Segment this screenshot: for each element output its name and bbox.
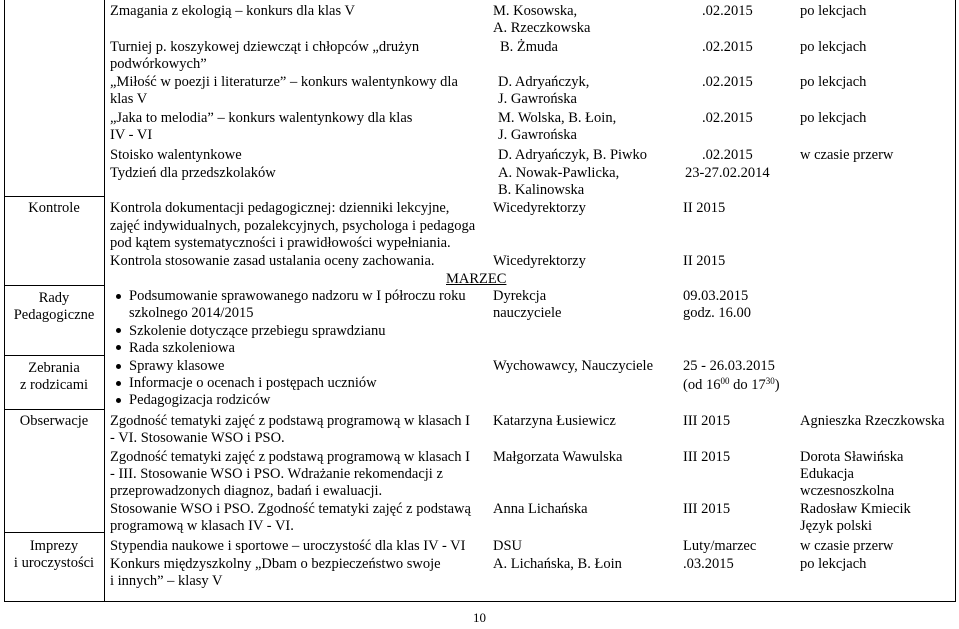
divider-obserwacje-top <box>4 409 104 410</box>
kontrola-dokumentacji-1: Kontrola dokumentacji pedagogicznej: dzienniki lekcyjne, <box>110 200 450 216</box>
divider-rady-top <box>4 285 104 286</box>
obserwacja-2-partner-1: Dorota Sławińska <box>800 449 904 465</box>
obserwacja-3-line1: Stosowanie WSO i PSO. Zgodność tematyki zajęć z podstawą <box>110 501 471 517</box>
category-kontrole: Kontrole <box>28 200 80 216</box>
bullet-dot <box>116 294 121 299</box>
month-header: MARZEC <box>446 271 507 287</box>
category-imprezy-line2: i uroczystości <box>13 555 95 571</box>
category-imprezy-line1: Imprezy <box>29 538 79 554</box>
category-rady-line1: Rady <box>38 290 70 306</box>
who-melodia-2: J. Gawrońska <box>498 127 577 143</box>
rady-item-1-line1: Podsumowanie sprawowanego nadzoru w I półroczu roku <box>129 288 466 304</box>
who-ekologia-2: A. Rzeczkowska <box>493 20 591 36</box>
impreza-1-when: w czasie przerw <box>800 538 894 554</box>
obserwacja-1-partner: Agnieszka Rzeczkowska <box>800 413 945 429</box>
kontrola-oceny-date: II 2015 <box>683 253 726 269</box>
category-zebrania-line2: z rodzicami <box>19 377 89 393</box>
when-melodia: po lekcjach <box>800 110 867 126</box>
bullet-dot <box>116 381 121 386</box>
event-melodia-2: IV - VI <box>110 127 153 143</box>
obserwacja-1-line2: - VI. Stosowanie WSO i PSO. <box>110 430 285 446</box>
category-obserwacje: Obserwacje <box>19 413 89 429</box>
obserwacja-3-line2: programową w klasach IV - VI. <box>110 518 294 534</box>
impreza-1-who: DSU <box>493 538 523 554</box>
event-stoisko: Stoisko walentynkowe <box>110 147 242 163</box>
impreza-2-line2: i innych” – klasy V <box>110 573 223 589</box>
date-przedszkolaki: 23-27.02.2014 <box>685 165 770 181</box>
zebrania-item-1: Sprawy klasowe <box>129 358 225 374</box>
obserwacja-2-date: III 2015 <box>683 449 731 465</box>
rady-date-1: 09.03.2015 <box>683 288 749 304</box>
event-milosc-1: „Miłość w poezji i literaturze” – konkurs walentynkowy dla <box>110 74 458 90</box>
obserwacja-2-line1: Zgodność tematyki zajęć z podstawą programową w klasach I <box>110 449 470 465</box>
rady-date-2: godz. 16.00 <box>683 305 752 321</box>
obserwacja-3-partner-2: Język polski <box>800 518 873 534</box>
when-ekologia: po lekcjach <box>800 3 867 19</box>
date-milosc: .02.2015 <box>702 74 753 90</box>
date-melodia: .02.2015 <box>702 110 753 126</box>
obserwacja-2-partner-2: Edukacja <box>800 466 854 482</box>
obserwacja-2-partner-3: wczesnoszkolna <box>800 483 895 499</box>
divider-kontrole-top <box>4 196 104 197</box>
kontrola-oceny-who: Wicedyrektorzy <box>493 253 586 269</box>
impreza-1-date: Luty/marzec <box>683 538 757 554</box>
divider-imprezy-top <box>4 532 104 533</box>
impreza-2-when: po lekcjach <box>800 556 867 572</box>
date-koszykowka: .02.2015 <box>702 39 753 55</box>
table-border-right <box>955 0 956 602</box>
kontrola-dokumentacji-date: II 2015 <box>683 200 726 216</box>
event-melodia-1: „Jaka to melodia” – konkurs walentynkowy dla klas <box>110 110 413 126</box>
obserwacja-1-date: III 2015 <box>683 413 731 429</box>
schedule-table <box>4 0 956 602</box>
bullet-dot <box>116 328 121 333</box>
zebrania-time: (od $16^{00}$ do $17^{30}$) <box>683 376 780 393</box>
who-milosc-1: D. Adryańczyk, <box>498 74 590 90</box>
date-stoisko: .02.2015 <box>702 147 753 163</box>
category-column-divider <box>104 0 105 602</box>
bullet-dot <box>116 364 121 369</box>
rady-who-2: nauczyciele <box>493 305 562 321</box>
event-przedszkolaki: Tydzień dla przedszkolaków <box>110 165 276 181</box>
event-ekologia: Zmagania z ekologią – konkurs dla klas V <box>110 3 355 19</box>
zebrania-date: 25 - 26.03.2015 <box>683 358 775 374</box>
impreza-2-who: A. Lichańska, B. Łoin <box>493 556 622 572</box>
event-koszykowka-1: Turniej p. koszykowej dziewcząt i chłopców „drużyn <box>110 39 420 55</box>
zebrania-who: Wychowawcy, Nauczyciele <box>493 358 654 374</box>
impreza-2-line1: Konkurs międzyszkolny „Dbam o bezpieczeństwo swoje <box>110 556 441 572</box>
category-zebrania-line1: Zebrania <box>28 360 80 376</box>
obserwacja-1-line1: Zgodność tematyki zajęć z podstawą programową w klasach I <box>110 413 470 429</box>
who-stoisko: D. Adryańczyk, B. Piwko <box>498 147 648 163</box>
who-ekologia-1: M. Kosowska, <box>493 3 578 19</box>
event-koszykowka-2: podwórkowych” <box>110 56 207 72</box>
date-ekologia: .02.2015 <box>702 3 753 19</box>
who-przedszkolaki-2: B. Kalinowska <box>498 182 585 198</box>
when-koszykowka: po lekcjach <box>800 39 867 55</box>
kontrola-dokumentacji-2: zajęć indywidualnych, pozalekcyjnych, psychologa i pedagoga <box>110 218 476 234</box>
obserwacja-3-partner-1: Radosław Kmiecik <box>800 501 911 517</box>
divider-zebrania-top <box>4 355 104 356</box>
who-milosc-2: J. Gawrońska <box>498 91 577 107</box>
impreza-2-date: .03.2015 <box>683 556 734 572</box>
when-stoisko: w czasie przerw <box>800 147 894 163</box>
kontrola-oceny: Kontrola stosowanie zasad ustalania oceny zachowania. <box>110 253 435 269</box>
obserwacja-3-who: Anna Lichańska <box>493 501 588 517</box>
bullet-dot <box>116 345 121 350</box>
who-przedszkolaki-1: A. Nowak-Pawlicka, <box>498 165 620 181</box>
zebrania-item-2: Informacje o ocenach i postępach uczniów <box>129 375 377 391</box>
obserwacja-1-who: Katarzyna Łusiewicz <box>493 413 616 429</box>
table-border-bottom <box>4 601 956 602</box>
rady-item-2: Szkolenie dotyczące przebiegu sprawdzianu <box>129 323 386 339</box>
obserwacja-2-line3: przeprowadzonych diagnoz, badań i ewaluacji. <box>110 483 383 499</box>
when-milosc: po lekcjach <box>800 74 867 90</box>
kontrola-dokumentacji-who: Wicedyrektorzy <box>493 200 586 216</box>
bullet-dot <box>116 398 121 403</box>
page-number: 10 <box>473 610 486 625</box>
rady-item-3: Rada szkoleniowa <box>129 340 235 356</box>
zebrania-item-3: Pedagogizacja rodziców <box>129 392 271 408</box>
obserwacja-2-who: Małgorzata Wawulska <box>493 449 623 465</box>
event-milosc-2: klas V <box>110 91 148 107</box>
obserwacja-2-line2: - III. Stosowanie WSO i PSO. Wdrażanie rekomendacji z <box>110 466 443 482</box>
obserwacja-3-date: III 2015 <box>683 501 731 517</box>
who-melodia-1: M. Wolska, B. Łoin, <box>498 110 617 126</box>
rady-item-1-line2: szkolnego 2014/2015 <box>129 305 254 321</box>
who-koszykowka: B. Żmuda <box>500 39 558 55</box>
kontrola-dokumentacji-3: pod kątem systematyczności i prawidłowości wypełniania. <box>110 235 451 251</box>
impreza-1: Stypendia naukowe i sportowe – uroczystość dla klas IV - VI <box>110 538 466 554</box>
category-rady-line2: Pedagogiczne <box>13 307 95 323</box>
rady-who-1: Dyrekcja <box>493 288 547 304</box>
